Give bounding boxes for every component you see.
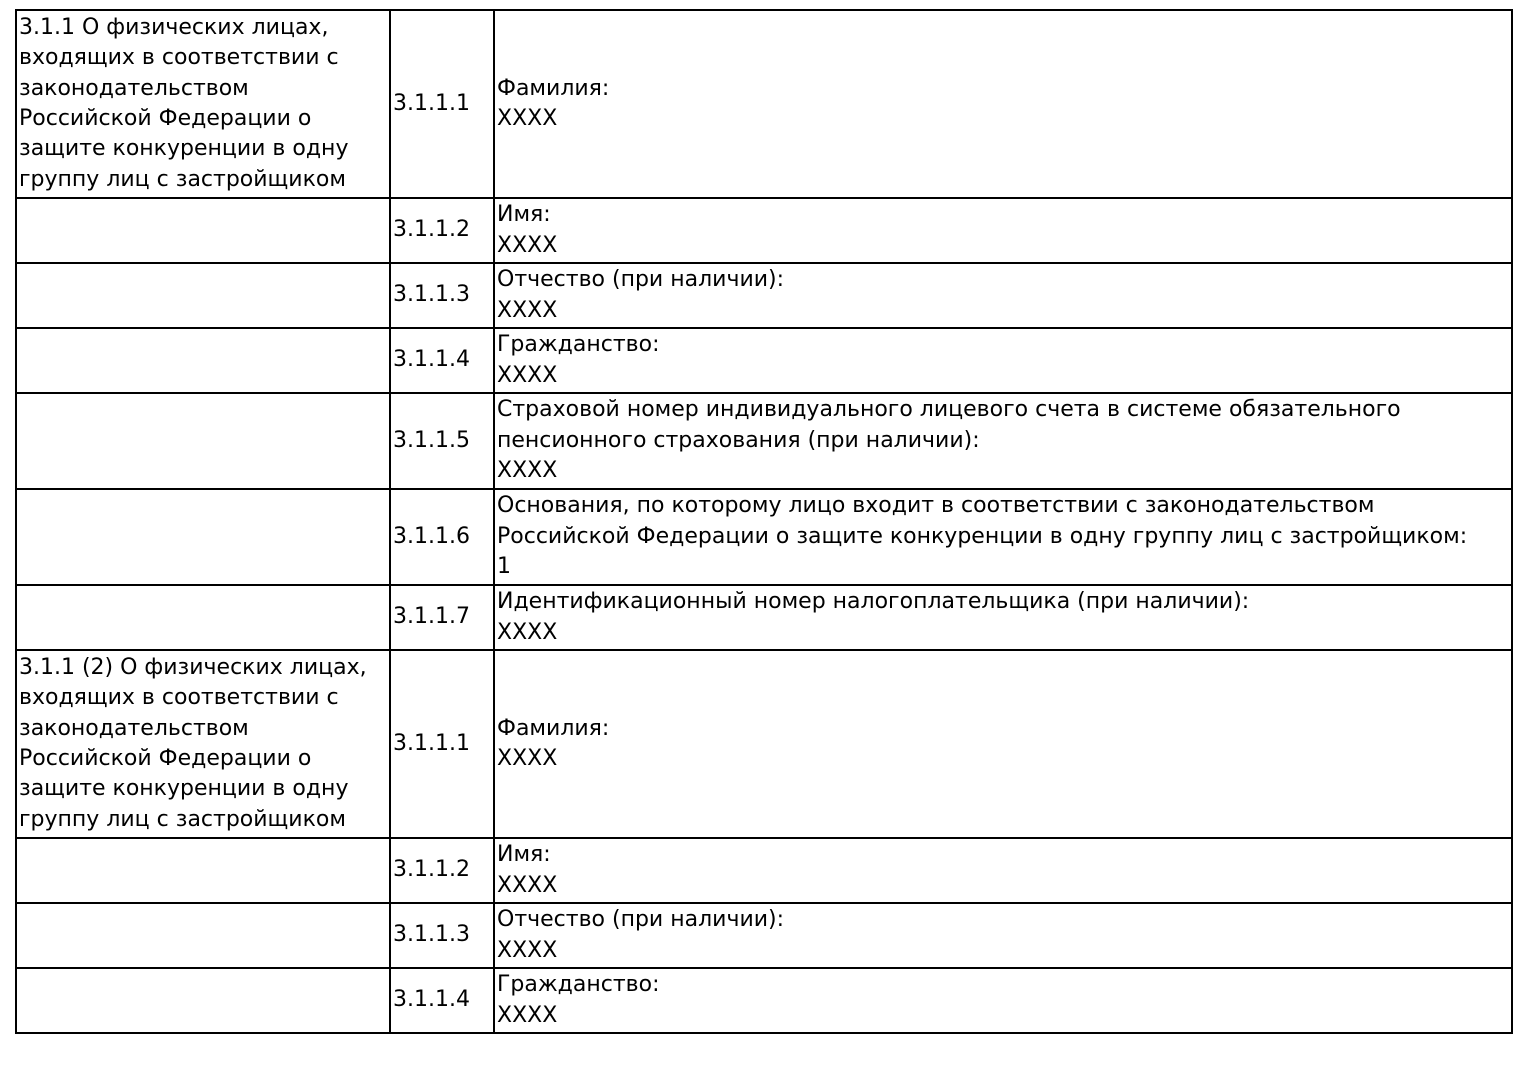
section-title bbox=[16, 393, 390, 489]
item-label: Страховой номер индивидуального лицевого счета в системе обязательного пенсионного страхования (при наличии): bbox=[497, 397, 1401, 453]
section-title bbox=[16, 198, 390, 263]
table-row bbox=[16, 585, 1512, 650]
item-cell bbox=[494, 838, 1512, 903]
section-title bbox=[16, 903, 390, 968]
item-label: Фамилия: bbox=[497, 75, 610, 101]
item-cell bbox=[494, 328, 1512, 393]
item-label: Гражданство: bbox=[497, 972, 660, 998]
item-number: 3.1.1.2 bbox=[390, 198, 494, 263]
item-number: 3.1.1.2 bbox=[390, 838, 494, 903]
item-number: 3.1.1.4 bbox=[390, 968, 494, 1033]
item-number: 3.1.1.4 bbox=[390, 328, 494, 393]
item-cell bbox=[494, 489, 1512, 585]
item-value: 1 bbox=[497, 554, 511, 580]
item-label: Имя: bbox=[497, 202, 551, 228]
item-cell bbox=[494, 903, 1512, 968]
item-value: XXXX bbox=[497, 106, 558, 131]
item-label: Фамилия: bbox=[497, 715, 610, 741]
item-label: Отчество (при наличии): bbox=[497, 267, 785, 293]
item-cell bbox=[494, 198, 1512, 263]
table-row bbox=[16, 198, 1512, 263]
section-title bbox=[16, 489, 390, 585]
item-value: XXXX bbox=[497, 362, 558, 388]
item-value: XXXX bbox=[497, 937, 558, 963]
item-label: Имя: bbox=[497, 842, 551, 868]
item-cell bbox=[494, 10, 1512, 198]
item-value: XXXX bbox=[497, 232, 558, 258]
item-number: 3.1.1.6 bbox=[390, 489, 494, 585]
table-row bbox=[16, 903, 1512, 968]
item-value: XXXX bbox=[497, 872, 558, 898]
item-cell bbox=[494, 585, 1512, 650]
table-row bbox=[16, 10, 1512, 198]
item-value: XXXX bbox=[497, 619, 558, 645]
item-number: 3.1.1.3 bbox=[390, 263, 494, 328]
item-number: 3.1.1.3 bbox=[390, 903, 494, 968]
item-label: Гражданство: bbox=[497, 332, 660, 358]
section-title: 3.1.1 (2) О физических лицах, входящих в соответствии с законодательством Российской Федерации о защите конкуренции в одну группу лиц с застройщиком bbox=[16, 650, 390, 838]
section-title bbox=[16, 263, 390, 328]
item-cell bbox=[494, 650, 1512, 838]
item-number: 3.1.1.5 bbox=[390, 393, 494, 489]
disclosure-table bbox=[15, 9, 1513, 1034]
item-label: Основания, по которому лицо входит в соответствии с законодательством Российской Федерации о защите конкуренции в одну группу лиц с застройщиком: bbox=[497, 493, 1468, 549]
table-row bbox=[16, 650, 1512, 838]
item-cell bbox=[494, 393, 1512, 489]
item-label: Идентификационный номер налогоплательщика (при наличии): bbox=[497, 589, 1250, 615]
item-cell bbox=[494, 263, 1512, 328]
section-title bbox=[16, 968, 390, 1033]
item-number: 3.1.1.7 bbox=[390, 585, 494, 650]
section-title bbox=[16, 328, 390, 393]
item-value: XXXX bbox=[497, 297, 558, 323]
table-row bbox=[16, 489, 1512, 585]
item-value: XXXX bbox=[497, 1002, 558, 1028]
section-title: 3.1.1 О физических лицах, входящих в соответствии с законодательством Российской Федерации о защите конкуренции в одну группу лиц с застройщиком bbox=[16, 10, 390, 198]
item-number: 3.1.1.1 bbox=[390, 650, 494, 838]
table-row bbox=[16, 838, 1512, 903]
item-value: XXXX bbox=[497, 458, 558, 484]
table-row bbox=[16, 263, 1512, 328]
table-row bbox=[16, 968, 1512, 1033]
item-value: XXXX bbox=[497, 746, 558, 771]
table-row bbox=[16, 393, 1512, 489]
table-row bbox=[16, 328, 1512, 393]
item-label: Отчество (при наличии): bbox=[497, 907, 785, 933]
item-number: 3.1.1.1 bbox=[390, 10, 494, 198]
section-title bbox=[16, 838, 390, 903]
item-cell bbox=[494, 968, 1512, 1033]
section-title bbox=[16, 585, 390, 650]
